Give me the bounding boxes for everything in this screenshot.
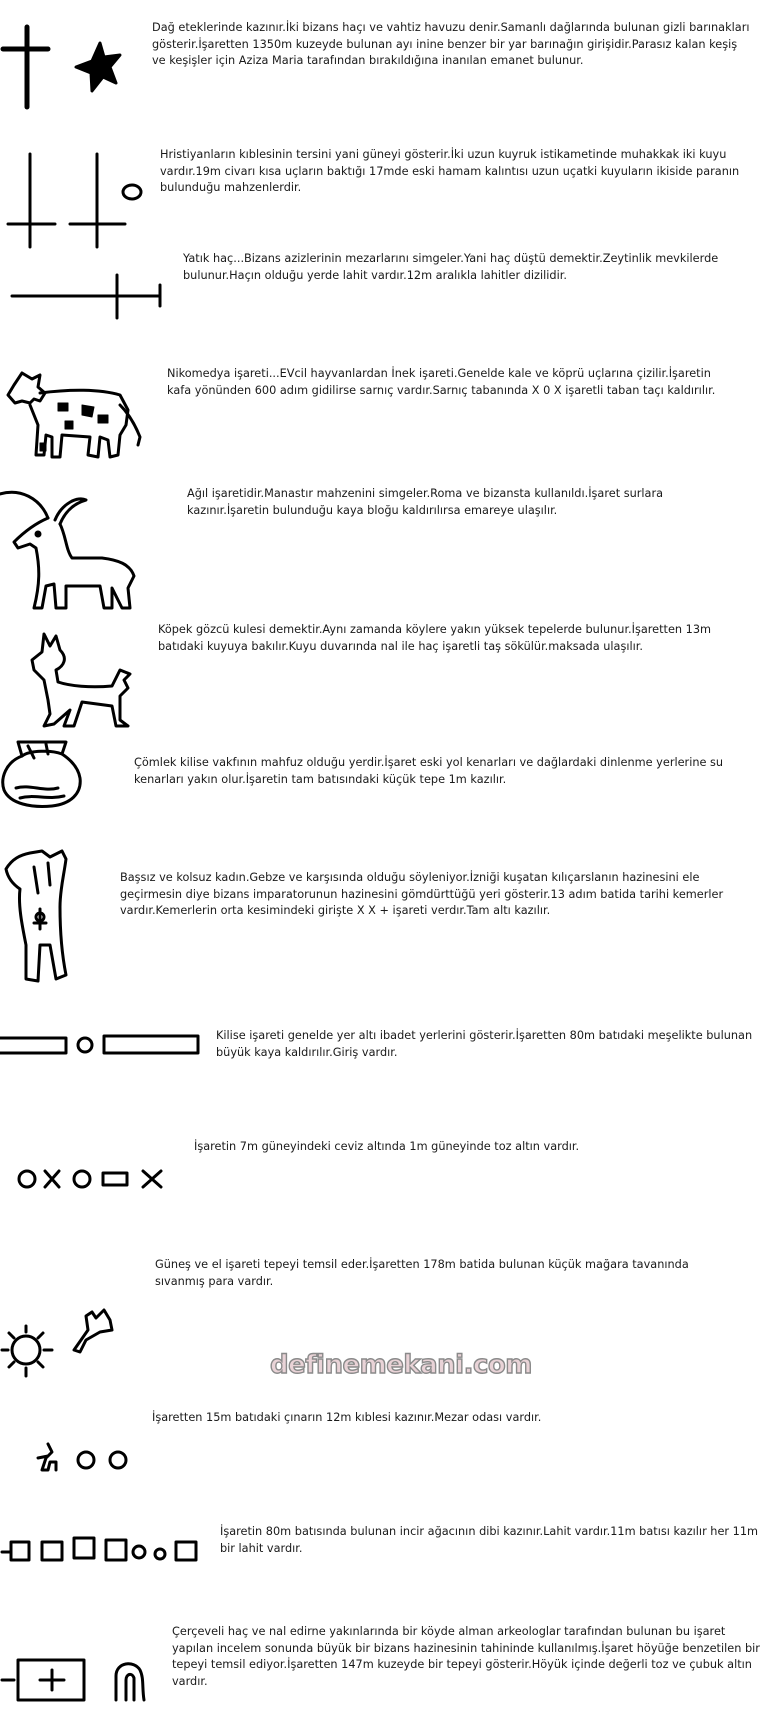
entry-text: Köpek gözcü kulesi demektir.Aynı zamanda köylere yakın yüksek tepelerde bulunur.İşaretten 13m batıdaki kuyuya bakılır.Kuyu duvarında nal ile haç işaretli taş sökülür.maksada ulaşılır. — [158, 623, 712, 653]
entry-text: Yatık haç...Bizans azizlerinin mezarlarını simgeler.Yani haç düştü demektir.Zeytinlik mevkilerde bulunur.Haçın olduğu yerde lahit vardır.12m aralıkla lahitler dizilidir. — [183, 252, 719, 282]
entry-text: İşaretin 7m güneyindeki ceviz altında 1m güneyinde toz altın vardır. — [194, 1140, 580, 1153]
entry-text: Ağıl işaretidir.Manastır mahzenini simgeler.Roma ve bizansta kullanıldı.İşaret surlara kazınır.İşaretin bulunduğu kaya bloğu kaldırılırsa emareye ulaşılır. — [187, 487, 664, 517]
framed-cross-and-horseshoe-icon — [0, 1648, 160, 1708]
entry-text: İşaretten 15m batıdaki çınarın 12m kıblesi kazınır.Mezar odası vardır. — [152, 1411, 542, 1424]
entry-text: İşaretin 80m batısında bulunan incir ağacının dibi kazınır.Lahit vardır.11m batısı kazılır her 11m bir lahit vardır. — [220, 1525, 759, 1555]
goat-icon — [0, 488, 150, 613]
squares-and-rings-icon — [0, 1532, 210, 1572]
inverted-crosses-icon — [0, 152, 150, 252]
entry-text: Nikomedya işareti...EVcil hayvanlardan İnek işareti.Genelde kale ve köprü uçlarına çizilir.İşaretin kafa yönünden 600 adım gidilirse sarnıç vardır.Sarnıç tabanında X 0 X işaretli taban taçı kaldırılır. — [167, 367, 716, 397]
entry-text: Kilise işareti genelde yer altı ibadet yerlerini gösterir.İşaretten 80m batıdaki meşelikte bulunan büyük kaya kaldırılır.Giriş vardır. — [216, 1029, 753, 1059]
entry-text: Başsız ve kolsuz kadın.Gebze ve karşısında olduğu söyleniyor.İzniği kuşatan kılıçarslanın hazinesini ele geçirmesin diye bizans imparatorunun hazinesini gömdürttüğü yeri gösterir.13 adım batida tarihi kemerler vardır.Kemerlerin orta kesimindeki girişte X X + işareti verdır.Tam altı kazılır. — [120, 871, 724, 917]
entry-text: Güneş ve el işareti tepeyi temsil eder.İşaretten 178m batida bulunan küçük mağara tavanında sıvanmış para vardır. — [155, 1258, 689, 1288]
headless-woman-icon — [0, 845, 85, 985]
sun-and-hand-icon — [0, 1300, 120, 1390]
lying-cross-icon — [0, 270, 170, 330]
plane-tree-icon — [28, 1440, 138, 1476]
dog-icon — [20, 630, 145, 730]
o-x-o-square-x-icon — [15, 1163, 175, 1195]
pot-icon — [0, 738, 90, 810]
cow-icon — [0, 365, 145, 465]
entry-text: Hristiyanların kıblesinin tersini yani güneyi gösterir.İki uzun kuyruk istikametinde muhakkak iki kuyu vardır.19m civarı kısa uçların baktığı 17mde eski hamam kalıntısı uzun uçatki kuyuların ikiside paranın bulunduğu mahzenlerdir. — [160, 148, 740, 194]
entry-text: Dağ eteklerinde kazınır.İki bizans haçı ve vahtiz havuzu denir.Samanlı dağlarında bulunan gizli barınakları gösterir.İşaretten 1350m kuzeyde bulunan ayı inine benzer bir yar barınağın girişidir.Parasız kalan keşiş ve keşişler için Aziza Maria tarafından bırakıldığına inanılan emanet bulunur. — [152, 21, 750, 67]
entry-text: Çerçeveli haç ve nal edirne yakınlarında bir köyde alman arkeologlar tarafından bulunan bu işaret yapılan incelem sonunda büyük bir bizans hazinesinin tahininde kullanılmış.İşaret höyüğe benzetilen bir tepeyi temsil ediyor.İşaretten 147m kuzeyde bir tepeyi gösterir.Höyük içinde değerli toz ve çubuk altın vardır. — [172, 1625, 760, 1688]
watermark: definemekani.com — [270, 1350, 532, 1380]
entry-text: Çömlek kilise vakfının mahfuz olduğu yerdir.İşaret eski yol kenarları ve dağlardaki dinlenme yerlerine su kenarları yakın olur.İşaretin tam batısındaki küçük tepe 1m kazılır. — [134, 756, 724, 786]
byzantine-crosses-icon — [0, 25, 130, 115]
church-icon — [0, 1020, 205, 1070]
